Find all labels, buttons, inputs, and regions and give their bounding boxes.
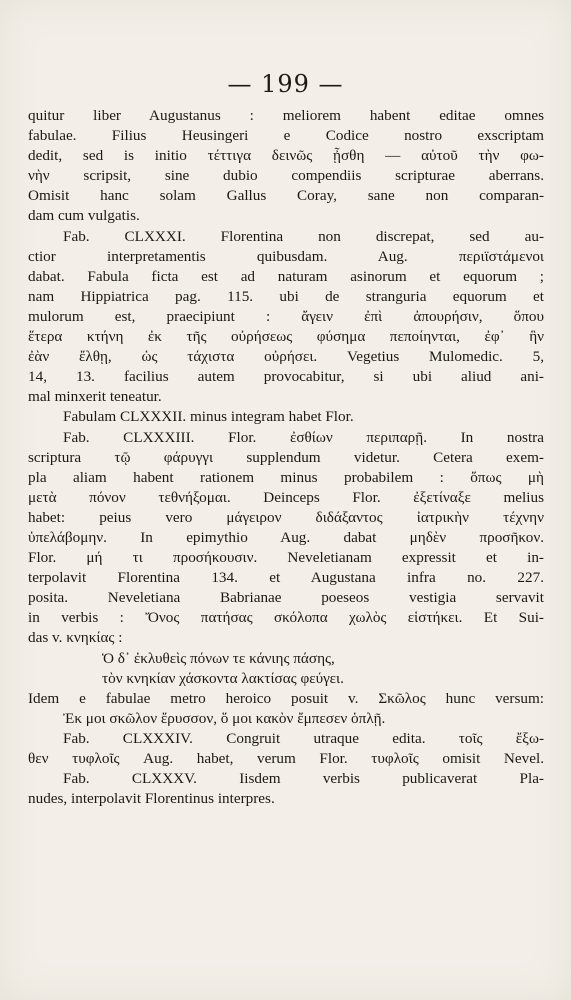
text-line: ἕτερα κτήνη ἐκ τῆς οὐρήσεως φύσημα πεποίηνται, ἐφ᾽ ἣν xyxy=(28,328,544,346)
text-line: Idem e fabulae metro heroico posuit v. Σκῶλος hunc versum: xyxy=(28,689,544,707)
text-line: mulorum est, praecipiunt : ἄγειν ἐπὶ ἀπουρήσιν, ὅπου xyxy=(28,307,544,325)
text-line: Fab. CLXXXI. Florentina non discrepat, sed au- xyxy=(63,227,544,245)
text-line: θεν τυφλοῖς Aug. habet, verum Flor. τυφλοῖς omisit Nevel. xyxy=(28,750,544,767)
text-line: mal minxerit teneatur. xyxy=(28,388,162,406)
text-line: scriptura τῷ φάρυγγι supplendum videtur. Cetera exem- xyxy=(28,448,544,466)
verse-line: Ὁ δ᾽ ἐκλυθεὶς πόνων τε κάνιης πάσης, xyxy=(102,649,335,667)
text-line: Fab. CLXXXIV. Congruit utraque edita. τοῖς ἔξω- xyxy=(63,729,544,747)
text-line: ἐὰν ἔλθῃ, ὡς τάχιστα οὐρήσει. Vegetius Mulomedic. 5, xyxy=(28,348,544,366)
text-line: dabat. Fabula ficta est ad naturam asinorum et equorum ; xyxy=(28,267,544,285)
text-line: pla aliam habent rationem minus probabilem : ὅπως μὴ xyxy=(28,468,544,486)
text-line: 14, 13. facilius autem provocabitur, si ubi aliud ani- xyxy=(28,368,544,386)
text-line: habet: peius vero μάγειρον διδάξαντος ἰατρικὴν τέχνην xyxy=(28,508,544,526)
text-line: quitur liber Augustanus : meliorem habent editae omnes xyxy=(28,107,544,124)
text-line: Omisit hanc solam Gallus Coray, sane non comparan- xyxy=(28,187,544,205)
text-line: posita. Neveletiana Babrianae poeseos vestigia servavit xyxy=(28,589,544,607)
text-line: ctior interpretamentis quibusdam. Aug. περιϊστάμενοι xyxy=(28,247,544,265)
text-line: nam Hippiatrica pag. 115. ubi de stranguria equorum et xyxy=(28,287,544,305)
text-line: ὑπελάβομην. In epimythio Aug. dabat μηδὲν προσῆκον. xyxy=(28,528,544,546)
text-line: dam cum vulgatis. xyxy=(28,207,140,225)
text-line: νὴν scripsit, sine dubio compendiis scripturae aberrans. xyxy=(28,167,544,185)
text-line: μετὰ πόνον τεθνήξομαι. Deinceps Flor. ἐξετίναξε melius xyxy=(28,488,544,506)
page-number: — 199 — xyxy=(227,70,344,98)
text-line: terpolavit Florentina 134. et Augustana infra no. 227. xyxy=(28,569,544,587)
text-line: das v. κνηκίας : xyxy=(28,629,123,647)
text-line: Fab. CLXXXIII. Flor. ἐσθίων περιπαρῇ. In nostra xyxy=(63,428,544,446)
text-line: nudes, interpolavit Florentinus interpres. xyxy=(28,790,275,808)
text-line: fabulae. Filius Heusingeri e Codice nostro exscriptam xyxy=(28,127,544,145)
text-line: Fab. CLXXXV. Iisdem verbis publicaverat Pla- xyxy=(63,770,544,788)
verse-line: τὸν κνηκίαν χάσκοντα λακτίσας φεύγει. xyxy=(102,669,344,687)
body-text xyxy=(28,106,544,809)
text-line: in verbis : Ὄνος πατήσας σκόλοπα χωλὸς εἱστήκει. Et Sui- xyxy=(28,609,544,627)
text-line: Flor. μή τι προσήκουσιν. Neveletianam expressit et in- xyxy=(28,549,544,567)
verse-line: Ἐκ μοι σκῶλον ἔρυσσον, ὅ μοι κακὸν ἔμπεσεν ὁπλῇ. xyxy=(63,709,386,727)
text-line: Fabulam CLXXXII. minus integram habet Flor. xyxy=(63,408,354,426)
text-line: dedit, sed is initio τέττιγα δεινῶς ᾖσθη — αὐτοῦ τὴν φω- xyxy=(28,147,544,165)
